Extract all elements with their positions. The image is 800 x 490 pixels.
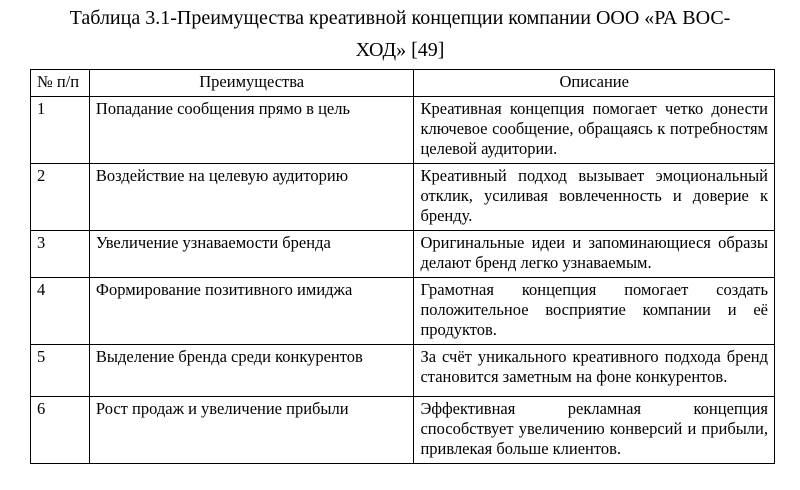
row-num: 1 <box>31 97 90 164</box>
row-description: За счёт уникального креативного подхода бренд становится заметным на фоне конкурентов. <box>414 345 775 397</box>
advantages-table <box>30 69 775 464</box>
header-num: № п/п <box>31 70 90 97</box>
row-num: 2 <box>31 164 90 231</box>
row-advantage: Формирование позитивного имиджа <box>89 278 414 345</box>
header-advantage: Преимущества <box>89 70 414 97</box>
row-description: Грамотная концепция помогает создать положительное восприятие компании и её продуктов. <box>414 278 775 345</box>
row-num: 6 <box>31 397 90 464</box>
table-row <box>31 345 775 397</box>
table-caption-line-1: Таблица 3.1-Преимущества креативной концепции компании ООО «РА ВОС- <box>69 7 731 29</box>
table-caption-line-2: ХОД» [49] <box>355 39 445 61</box>
table-row <box>31 231 775 278</box>
row-advantage: Рост продаж и увеличение прибыли <box>89 397 414 464</box>
row-advantage: Воздействие на целевую аудиторию <box>89 164 414 231</box>
row-advantage: Увеличение узнаваемости бренда <box>89 231 414 278</box>
row-description: Креативная концепция помогает четко донести ключевое сообщение, обращаясь к потребностям целевой аудитории. <box>414 97 775 164</box>
table-row <box>31 97 775 164</box>
header-description: Описание <box>414 70 775 97</box>
row-description: Эффективная рекламная концепция способствует увеличению конверсий и прибыли, привлекая больше клиентов. <box>414 397 775 464</box>
table-row <box>31 164 775 231</box>
table-row <box>31 397 775 464</box>
row-advantage: Попадание сообщения прямо в цель <box>89 97 414 164</box>
table-row <box>31 278 775 345</box>
row-advantage: Выделение бренда среди конкурентов <box>89 345 414 397</box>
row-description: Креативный подход вызывает эмоциональный отклик, усиливая вовлеченность и доверие к бренду. <box>414 164 775 231</box>
row-num: 3 <box>31 231 90 278</box>
row-num: 5 <box>31 345 90 397</box>
row-num: 4 <box>31 278 90 345</box>
row-description: Оригинальные идеи и запоминающиеся образы делают бренд легко узнаваемым. <box>414 231 775 278</box>
table-header-row <box>31 70 775 97</box>
